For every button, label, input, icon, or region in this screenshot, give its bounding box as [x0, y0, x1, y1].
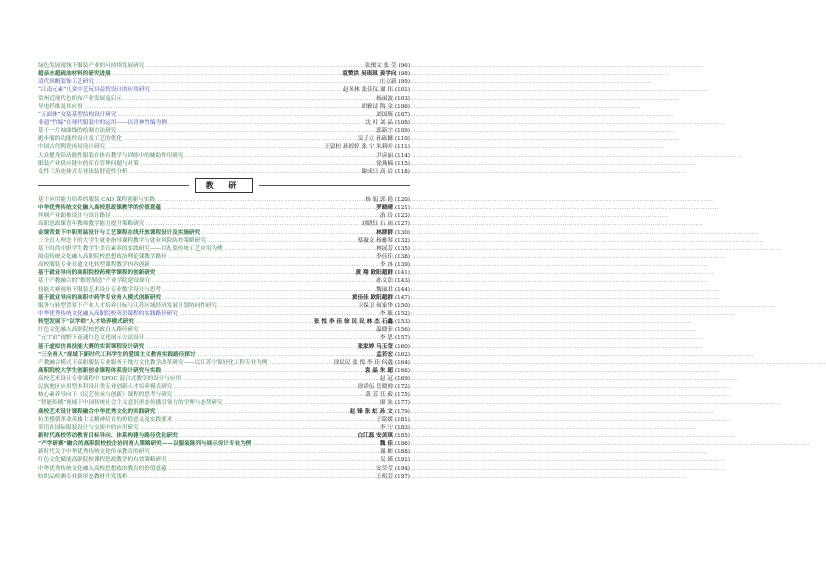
entry-title: 三全育人理念下的大学生就业指导课程教学与就业风险防控策略研究	[38, 237, 206, 244]
dot-leader	[141, 326, 374, 334]
entry-title: 绿色发展视域下服装产业的可持续发展研究	[38, 63, 145, 69]
entry-page-number: (188)	[394, 449, 410, 456]
toc-entry[interactable]	[38, 253, 410, 261]
toc-entry[interactable]	[38, 326, 410, 334]
entry-title: 红色文化融入高职院校思政育人路径研究	[38, 327, 139, 334]
toc-entry[interactable]	[38, 143, 410, 151]
dot-leader	[169, 253, 374, 261]
entry-title: 红色文化赋能高职院校课程思政教学的有效策略研究	[38, 457, 167, 464]
toc-entry[interactable]	[38, 383, 410, 391]
entry-title: 中华优秀传统文化融入高校思想政治教育的价值意蕴	[38, 465, 167, 472]
entry-title: 超亲水超疏油材料的研究进展	[38, 71, 111, 78]
entry-page-number: (181)	[394, 416, 410, 423]
toc-entry[interactable]	[38, 160, 410, 168]
entry-title: 金课背景下中职男装设计与工艺课程在线开放课程设计及实施研究	[38, 229, 201, 236]
entry-author: 赵冬林 张佳仪 谢 伟	[342, 87, 393, 94]
entry-page-number: (147)	[394, 294, 410, 301]
entry-page-number: (98)	[398, 71, 410, 78]
entry-author: 林群群	[376, 229, 393, 236]
toc-entry[interactable]	[38, 212, 410, 220]
entry-title: 基于应用能力培养的服装 CAD 课程创新与实践	[38, 196, 156, 203]
entry-title: 纺织品检测专业新形态教材开发浅析	[38, 473, 128, 480]
entry-author: 谢 彬	[379, 449, 393, 456]
entry-title: “元宇宙”视野下南通红色文化展示方法设计	[38, 335, 145, 342]
entry-author: 黄 芳 任 毅	[365, 392, 393, 399]
entry-author: 杨 旭 郭 艳	[365, 196, 393, 203]
dot-leader	[225, 399, 378, 407]
dot-leader	[185, 152, 374, 160]
entry-title: 中华优秀传统文化融入高校思政课教学的价值意蕴	[38, 205, 162, 212]
entry-page-number: (96)	[398, 63, 410, 69]
dot-leader	[146, 62, 363, 70]
entry-author: 袁 晶 朱 超	[364, 367, 393, 374]
entry-author: 李 筱	[379, 310, 393, 317]
entry-title: 闽南传统文化融入高职院校思想政治理论课教学路径	[38, 253, 167, 260]
entry-page-number: (111)	[394, 144, 410, 151]
entry-title: 产教融合模式下高职服装专业服务于地方文化教学改革研究——以江苏宁锦轻化工程专业为例	[38, 359, 268, 366]
entry-title: “五面体”女装基型结构设计研究	[38, 111, 117, 118]
entry-page-number: (172)	[394, 384, 410, 391]
entry-page-number: (186)	[394, 441, 410, 448]
entry-title: 英语在国际服装设计与交流中的应用研究	[38, 424, 139, 431]
toc-entry[interactable]	[38, 220, 410, 228]
entry-author: 庄立新	[379, 79, 397, 86]
entry-author: 蔡薇文 杨雅琴	[357, 237, 393, 244]
entry-author: 罗晓晴	[376, 205, 393, 212]
entry-page-number: (194)	[394, 465, 410, 472]
dot-leader	[180, 432, 356, 440]
toc-entry[interactable]	[38, 424, 410, 432]
section-title: 教 研	[195, 178, 254, 193]
dot-leader	[146, 334, 378, 342]
entry-title: 常州近现代色织布产业发展及启示	[38, 95, 122, 102]
entry-author: 王明芳	[376, 473, 393, 480]
toc-entry[interactable]	[38, 119, 410, 127]
dot-leader	[180, 310, 378, 318]
entry-title: 基于时尚中职学生教学生美育素养的实践研究——以扎染传统工艺应用为例	[38, 245, 223, 252]
entry-author: 吴 瑛	[379, 457, 393, 464]
entry-page-number: (197)	[394, 473, 410, 480]
toc-entry[interactable]	[38, 95, 410, 103]
entry-author: 游 玲	[379, 213, 393, 220]
entry-page-number: (132)	[394, 237, 410, 244]
entry-author: 沈 叶 刘 晶	[365, 119, 393, 126]
toc-entry[interactable]	[38, 269, 410, 277]
entry-page-number: (118)	[394, 168, 410, 175]
entry-author: 林展芳	[376, 245, 393, 252]
dot-leader	[202, 229, 374, 237]
toc-entry[interactable]	[38, 245, 410, 253]
entry-title: 高校艺术设计专业课程中 SPOC 混合式教学的设计与应用	[38, 376, 182, 383]
entry-title: 中国古代陶瓷再局设计研究	[38, 144, 106, 151]
entry-page-number: (185)	[394, 433, 410, 440]
toc-entry[interactable]	[38, 103, 410, 111]
entry-title: 高职思政课青年教师教学能力提升策略研究	[38, 221, 145, 228]
entry-author: 李 思	[379, 335, 393, 342]
entry-page-number: (164)	[394, 359, 410, 366]
dot-leader	[136, 318, 312, 326]
entry-page-number: (123)	[394, 213, 410, 220]
toc-entry[interactable]	[38, 367, 410, 375]
dot-leader	[113, 212, 378, 220]
dot-leader	[163, 367, 363, 375]
toc-entry[interactable]	[38, 135, 410, 143]
toc-entry[interactable]	[38, 70, 410, 78]
entry-title: 跑步服的功能性设计及工艺的优化	[38, 136, 122, 143]
entry-author: 廖 朱	[379, 400, 393, 407]
entry-page-number: (108)	[394, 119, 410, 126]
entry-author: 赵 锋 张 虹 孙 文	[349, 408, 393, 415]
dot-leader	[163, 286, 374, 294]
dot-leader	[152, 448, 378, 456]
entry-page-number: (191)	[394, 457, 410, 464]
entry-page-number: (150)	[394, 302, 410, 309]
toc-entry[interactable]	[38, 237, 410, 245]
entry-author: 胡雅诗 陶 金	[361, 103, 393, 110]
toc-entry[interactable]	[38, 168, 410, 176]
entry-page-number: (127)	[394, 221, 410, 228]
entry-page-number: (156)	[394, 327, 410, 334]
dot-leader	[96, 78, 378, 86]
dot-leader	[208, 237, 356, 245]
entry-page-number: (135)	[394, 245, 410, 252]
entry-page-number: (153)	[394, 319, 410, 326]
entry-author: 谢成只 高 岩	[361, 168, 393, 175]
entry-page-number: (101)	[394, 87, 410, 94]
dot-leader	[157, 408, 347, 416]
entry-title: 女性三角连体式专业泳装舒适性分析	[38, 168, 128, 175]
section-header	[38, 178, 410, 194]
toc-entry[interactable]	[38, 294, 410, 302]
dot-leader	[269, 359, 331, 367]
dot-leader	[225, 245, 375, 253]
toc-entry[interactable]	[38, 302, 410, 310]
entry-title: 服务与转型背景下产业人才培养日标与江苏区域经济发展计划协同性研究	[38, 302, 218, 309]
entry-author: 黄佳佳 欧阳超群	[351, 294, 393, 301]
entry-page-number: (114)	[394, 152, 410, 159]
entry-title: 新时代关于中华优秀传统文化传承教育的研究	[38, 449, 150, 456]
entry-page-number: (138)	[394, 253, 410, 260]
entry-author: 魏丽君	[376, 286, 393, 293]
entry-author: 张家婷 马玉莹	[357, 343, 393, 350]
entry-author: 白江磊 安美琪	[357, 433, 393, 440]
entry-author: 安莹莹	[376, 465, 393, 472]
entry-page-number: (183)	[394, 424, 410, 431]
section-rule-left	[38, 185, 189, 186]
toc-entry[interactable]	[38, 229, 410, 237]
dot-leader	[146, 343, 355, 351]
dot-leader	[183, 375, 378, 383]
toc-entry[interactable]	[38, 204, 410, 212]
dot-leader	[174, 383, 355, 391]
toc-entry[interactable]	[38, 375, 410, 383]
entry-page-number: (166)	[394, 367, 410, 374]
dot-leader	[141, 160, 374, 168]
entry-page-number: (115)	[394, 160, 410, 167]
toc-entry[interactable]	[38, 448, 410, 456]
entry-author: 徐民民 张 悦 李 佳 何鑫	[333, 359, 393, 366]
dot-leader	[169, 119, 363, 127]
entry-title: “江南元素”儿童中艺玩具益智设计的应用研究	[38, 87, 151, 94]
entry-page-number: (109)	[394, 128, 410, 135]
entry-author: 吴子立 孙砺姗	[357, 136, 393, 143]
entry-author: 李佳佳	[376, 253, 393, 260]
dot-leader	[174, 416, 374, 424]
entry-page-number: (99)	[398, 79, 410, 86]
toc-entry[interactable]	[38, 473, 410, 481]
toc-group-articles	[38, 62, 410, 176]
dot-leader	[124, 135, 356, 143]
entry-title: 高校艺术设计课程融合中华优秀文化的实践研究	[38, 408, 156, 415]
entry-page-number: (157)	[394, 335, 410, 342]
toc-entry[interactable]	[38, 127, 410, 135]
entry-title: 新时代高校劳动教育目标导向、体系构建与路径优化研究	[38, 433, 178, 440]
toc-entry[interactable]	[38, 343, 410, 351]
entry-author: 刘晓钰 石 雨	[361, 221, 393, 228]
dot-leader	[163, 294, 350, 302]
dot-leader	[169, 465, 374, 473]
entry-page-number: (103)	[394, 95, 410, 102]
entry-author: 王留桓 孙婷婷 张 宁 朱莉叶	[324, 144, 393, 151]
entry-author: 李 宁	[379, 424, 393, 431]
entry-author: 赵 冠	[379, 376, 393, 383]
entry-title: “产学研赛”融合的高职院校校企协同育人策略研究——以服装陈列与展示设计专业为例	[38, 441, 252, 448]
entry-title: 基于就业导向的高职中药学专业育人模式创新研究	[38, 294, 162, 301]
entry-page-number: (169)	[394, 376, 410, 383]
dot-leader	[253, 440, 377, 448]
dot-leader	[157, 196, 363, 204]
entry-title: 基于虚拟仿真技能大赛的实训课程设计研究	[38, 343, 145, 350]
entry-title: 转型发展下“以学师”人才培养模式研究	[38, 319, 134, 326]
dot-leader	[113, 70, 341, 78]
dot-leader	[157, 269, 353, 277]
entry-author: 徐祥伍 岳晓帅	[357, 384, 393, 391]
dot-leader	[152, 261, 378, 269]
dot-leader	[219, 302, 356, 310]
entry-author: 刘国辉	[376, 111, 393, 118]
toc-entry[interactable]	[38, 111, 410, 119]
toc-entry[interactable]	[38, 351, 410, 359]
entry-title: 基于产教融合的“数智制造”产业学院建设探究	[38, 278, 151, 285]
entry-page-number: (106)	[394, 103, 410, 110]
entry-author: 卫保卫 何家华	[357, 302, 393, 309]
toc-entry[interactable]	[38, 408, 410, 416]
entry-author: 尹彦丽	[376, 152, 393, 159]
entry-title: 核心素养导向下《民艺传承与创新》课程的思考与研究	[38, 392, 173, 399]
entry-page-number: (160)	[394, 343, 410, 350]
toc-entry[interactable]	[38, 416, 410, 424]
entry-page-number: (162)	[394, 351, 410, 358]
toc-entry[interactable]	[38, 286, 410, 294]
toc-entry[interactable]	[38, 196, 410, 204]
entry-title: 服装产业供应链中的库存管理问题与对策	[38, 160, 139, 167]
toc-entry[interactable]	[38, 277, 410, 285]
toc-entry[interactable]	[38, 152, 410, 160]
dot-leader	[85, 103, 360, 111]
toc-entry[interactable]	[38, 334, 410, 342]
entry-title: 非遗“竹编”在现代服装中的运用——以青神竹编为例	[38, 119, 167, 126]
entry-page-number: (110)	[394, 136, 410, 143]
entry-title: 中华优秀传统文化融入高职院校英语课程的实践路径研究	[38, 310, 178, 317]
entry-page-number: (152)	[394, 310, 410, 317]
toc-entry[interactable]	[38, 440, 410, 448]
dot-leader	[146, 220, 359, 228]
entry-author: 杨丽波	[376, 95, 393, 102]
entry-author: 魏 佳	[379, 441, 393, 448]
entry-page-number: (141)	[394, 270, 410, 277]
toc-entry[interactable]	[38, 359, 410, 367]
entry-page-number: (179)	[394, 408, 410, 415]
entry-title: 高校服装专业非遗文化转型课程教学内容创新	[38, 262, 150, 269]
entry-title: 抗美援朝革命英雄主义精神培育的价值意义及实践要求	[38, 416, 173, 423]
entry-page-number: (121)	[394, 205, 410, 212]
entry-author: 张俊文 张 莹	[364, 63, 397, 69]
dot-leader	[141, 424, 378, 432]
table-of-contents	[38, 62, 410, 481]
dot-leader	[130, 473, 375, 481]
entry-page-number: (143)	[394, 278, 410, 285]
entry-author: 张 悦 李 佳 徐 民 民 林 杰 石鑫	[313, 319, 393, 326]
entry-title: 高职院校大学生创新创业课程体系设计研究与实践	[38, 367, 162, 374]
entry-page-number: (120)	[394, 196, 410, 203]
entry-page-number: (130)	[394, 229, 410, 236]
toc-entry[interactable]	[38, 432, 410, 440]
entry-author: 袁赞洪 吴琪琪 姜学向	[342, 71, 397, 78]
dot-leader	[163, 204, 374, 212]
dot-leader	[118, 111, 374, 119]
dot-leader	[124, 95, 374, 103]
toc-group-teaching	[38, 196, 410, 481]
entry-author: 孙文浩	[376, 278, 393, 285]
toc-entry[interactable]	[38, 62, 410, 70]
entry-author: 李 冉	[379, 262, 393, 269]
entry-page-number: (139)	[394, 262, 410, 269]
toc-entry[interactable]	[38, 86, 410, 94]
dot-leader	[152, 277, 374, 285]
section-rule-right	[259, 185, 410, 186]
entry-author: 温晓菲	[376, 327, 393, 334]
entry-page-number: (177)	[394, 400, 410, 407]
dot-leader	[197, 351, 374, 359]
dot-leader	[152, 86, 341, 94]
toc-entry[interactable]	[38, 78, 410, 86]
entry-author: 徐燕楠	[376, 160, 393, 167]
entry-title: “三全育人”视域下新时代工科学生的爱国主义教育实践路径探讨	[38, 351, 196, 358]
entry-title: 清代风帽装饰工艺研究	[38, 79, 94, 86]
toc-entry[interactable]	[38, 391, 410, 399]
entry-page-number: (144)	[394, 286, 410, 293]
entry-title: 基于就业导向的高职院校药理学课程的创新研究	[38, 270, 156, 277]
entry-title: 基于一片袖曲线的绘制方法研究	[38, 128, 117, 135]
entry-title: 大众健身陪动能性服装在体育教学与训练中的辅助作用研究	[38, 152, 184, 159]
entry-author: 于铭媛	[376, 416, 393, 423]
entry-author: 孟若宏	[376, 351, 393, 358]
entry-page-number: (107)	[394, 111, 410, 118]
dot-leader	[169, 456, 378, 464]
entry-title: 导电纤维及其应用	[38, 103, 83, 110]
toc-entry[interactable]	[38, 399, 410, 407]
entry-page-number: (175)	[394, 392, 410, 399]
dot-leader	[118, 127, 374, 135]
entry-title: “智能传播”视域下中国传统社会主义意识形态传播引领力的学理与态势研究	[38, 400, 223, 407]
entry-title: 民族地区应用型本科设计类专业创新人才培养模式研究	[38, 384, 173, 391]
entry-author: 郭新宇	[376, 128, 393, 135]
toc-entry[interactable]	[38, 465, 410, 473]
dot-leader	[130, 168, 360, 176]
entry-title: 技能大赛视角下服装艺术设计专业数学设计与思考	[38, 286, 162, 293]
dot-leader	[107, 143, 322, 151]
toc-entry[interactable]	[38, 310, 410, 318]
entry-title: 丝绸产业助推设计与设计路径	[38, 213, 111, 220]
toc-entry[interactable]	[38, 261, 410, 269]
toc-entry[interactable]	[38, 456, 410, 464]
entry-author: 黄 翔 欧阳超群	[355, 270, 393, 277]
dot-leader	[174, 391, 363, 399]
toc-entry[interactable]	[38, 318, 410, 326]
